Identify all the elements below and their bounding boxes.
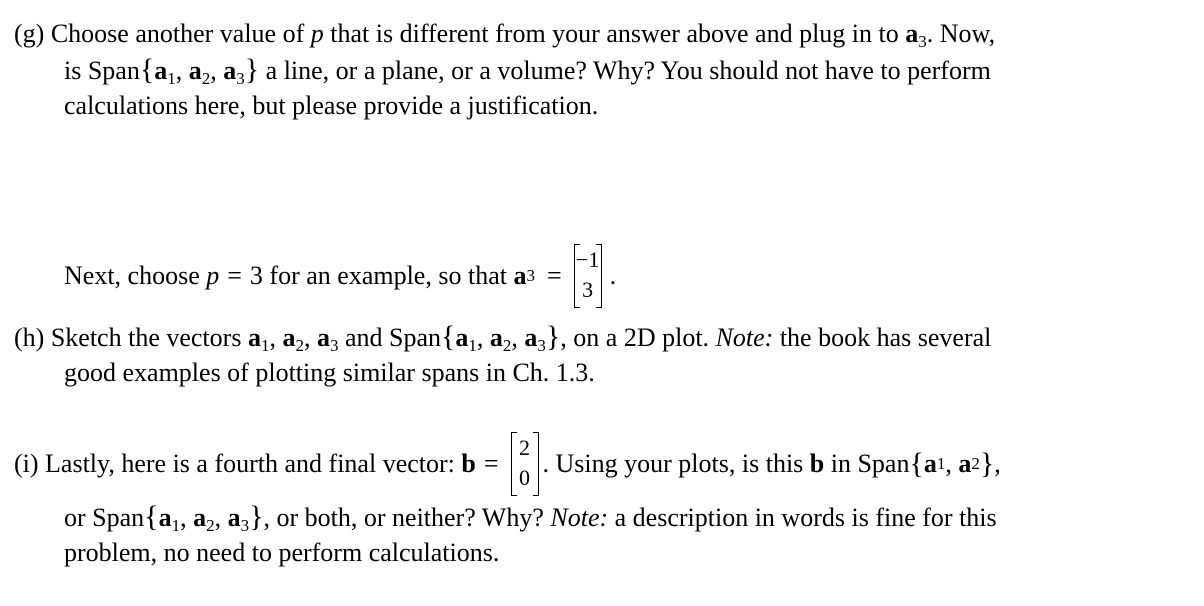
vec-a2: a	[282, 323, 296, 352]
h-text: , on a 2D plot.	[560, 323, 710, 352]
subscript: 1	[936, 454, 946, 473]
i-text: in Span	[830, 449, 910, 478]
i-text: , or both, or neither? Why?	[263, 503, 544, 532]
g-text: a line, or a plane, or a volume? Why? You should not have to perform	[265, 56, 991, 85]
g-text: that is different from your answer above and plug in to	[330, 19, 899, 48]
next-text: Next, choose	[64, 261, 200, 290]
p-value: 3	[249, 261, 263, 290]
h-text: good examples of plotting similar spans in Ch. 1.3.	[64, 358, 595, 387]
i-text: or Span	[64, 503, 145, 532]
i-text: . Using your plots, is this	[542, 449, 804, 478]
brace: {	[139, 53, 155, 86]
vec-a3: a	[223, 56, 237, 85]
equals-sign: =	[546, 261, 562, 290]
subscript: 1	[171, 516, 181, 535]
vec-a3: a	[905, 19, 919, 48]
matrix-entry: −1	[575, 247, 600, 272]
g-text: is Span	[64, 56, 140, 85]
vec-a3: a	[513, 261, 527, 290]
subscript: 3	[329, 336, 339, 355]
subscript: 2	[295, 336, 304, 355]
vector-a3-matrix	[574, 244, 602, 308]
subscript: 3	[526, 266, 535, 285]
brace: }	[545, 320, 561, 353]
subscript: 3	[918, 32, 927, 51]
i-text: a description in words is fine for this	[614, 503, 997, 532]
i-text: problem, no need to perform calculations.	[64, 538, 500, 567]
vector-b-matrix	[511, 432, 539, 496]
i-text: Lastly, here is a fourth and final vector:	[45, 449, 455, 478]
vec-a3: a	[227, 503, 241, 532]
vec-a2: a	[188, 56, 202, 85]
g-line-2: is $Span\{a_1$, $a_2$, $a_3$} a line, or a plane, or a volume? Why? You should not have to perform	[64, 53, 991, 88]
i-line-2: or $Span\{a_1$, $a_2$, $a_3$}, or both, or neither? Why? Note: a description in words is fine for this	[64, 500, 997, 535]
g-label: (g)	[14, 19, 45, 48]
matrix-entry: 0	[519, 465, 531, 490]
i-line-1: (i) Lastly, here is a fourth and final vector: b = 2 0 . Using your plots, is this b in Span { a 1 , a 2 } ,	[14, 432, 1001, 496]
subscript: 2	[971, 454, 980, 473]
g-text: calculations here, but please provide a justification.	[64, 91, 599, 120]
vec-b: b	[809, 449, 825, 478]
equals-sign: =	[227, 261, 242, 290]
subscript: 1	[167, 69, 176, 88]
subscript: 3	[537, 336, 546, 355]
brace: }	[244, 53, 260, 86]
brace: {	[144, 500, 159, 533]
subscript: 2	[502, 336, 512, 355]
h-text: and Span	[344, 323, 441, 352]
vec-a1: a	[455, 323, 469, 352]
h-text: Sketch the vectors	[50, 323, 242, 352]
subscript: 3	[240, 516, 250, 535]
vec-a3: a	[316, 323, 330, 352]
matrix-entry: 2	[519, 435, 531, 460]
var-p: p	[310, 19, 324, 48]
subscript: 3	[236, 69, 245, 88]
matrix-entry: 3	[582, 277, 594, 302]
h-line-1: (h) Sketch the vectors $a_1$, $a_2$, $a_3$ and $Span\{a_1$, $a_2$, $a_3$}, on a 2D plot. Note: the book has several	[14, 320, 992, 355]
h-line-2	[64, 356, 595, 390]
subscript: 1	[468, 336, 477, 355]
subscript: 2	[206, 516, 215, 535]
vec-b: b	[461, 449, 476, 478]
vec-a1: a	[158, 503, 172, 532]
vec-a1: a	[154, 56, 168, 85]
h-text: the book has several	[779, 323, 992, 352]
subscript: 1	[260, 336, 270, 355]
i-line-3	[64, 536, 499, 570]
subscript: 2	[201, 69, 211, 88]
right-bracket	[596, 244, 602, 308]
g-text: Choose another value of	[50, 19, 305, 48]
equals-sign: =	[483, 449, 499, 478]
h-label: (h)	[14, 323, 45, 352]
vec-a3: a	[524, 323, 538, 352]
note-label: Note:	[715, 323, 774, 352]
vec-a2: a	[958, 449, 972, 478]
brace: {	[909, 447, 924, 480]
vec-a1: a	[923, 449, 937, 478]
var-p: p	[206, 261, 220, 290]
period: .	[609, 261, 617, 290]
right-bracket	[533, 432, 539, 496]
brace: }	[979, 447, 995, 480]
g-line-3	[64, 89, 598, 123]
brace: {	[440, 320, 456, 353]
vec-a2: a	[489, 323, 503, 352]
g-text: . Now,	[926, 19, 996, 48]
note-label: Note:	[550, 503, 609, 532]
next-line	[64, 244, 616, 308]
brace: }	[249, 500, 264, 533]
i-label: (i)	[14, 449, 39, 478]
next-text: for an example, so that	[269, 261, 507, 290]
vec-a1: a	[247, 323, 261, 352]
vec-a2: a	[193, 503, 207, 532]
